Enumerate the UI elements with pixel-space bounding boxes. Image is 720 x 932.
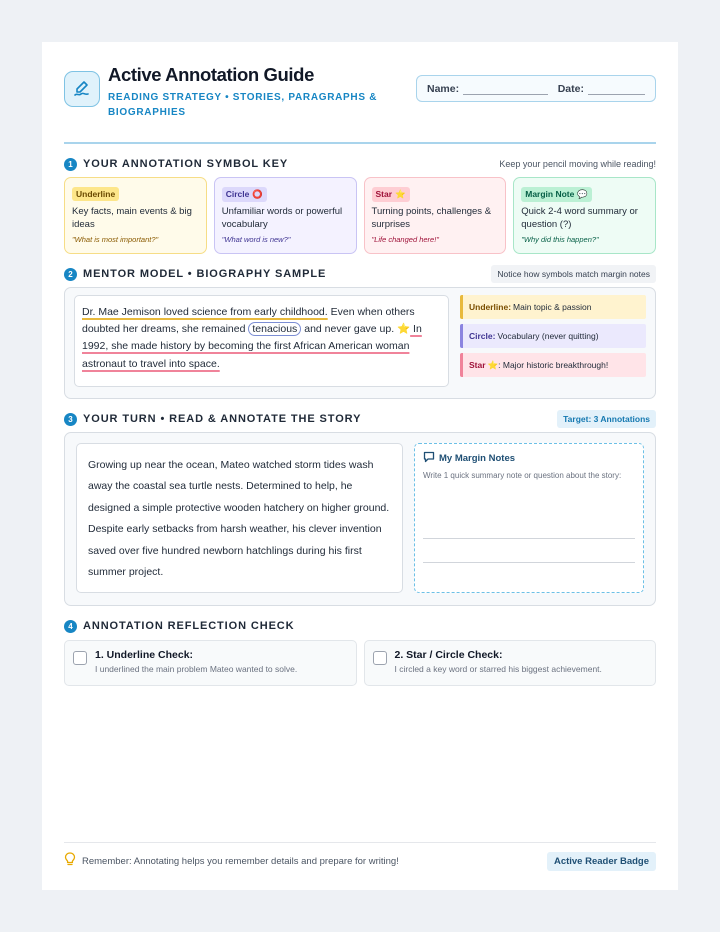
- name-date-box: [416, 75, 656, 102]
- your-turn-panel: [64, 432, 656, 606]
- section-title: ANNOTATION REFLECTION CHECK: [83, 620, 295, 632]
- check-title: 1. Underline Check:: [95, 649, 194, 661]
- worksheet-page: [42, 42, 678, 890]
- section-1-header: [64, 156, 656, 172]
- section-number: 4: [64, 620, 77, 633]
- writing-line[interactable]: [423, 538, 635, 539]
- margin-note-circle: Circle: Vocabulary (never quitting): [460, 324, 646, 348]
- star-icon: ⭐: [395, 188, 406, 199]
- card-description: Key facts, main events & big ideas: [72, 206, 192, 230]
- symbol-key-cards: [64, 177, 656, 254]
- section-number: 1: [64, 158, 77, 171]
- card-description: Unfamiliar words or powerful vocabulary: [221, 206, 343, 230]
- speech-bubble-icon: 💬: [577, 188, 588, 199]
- card-question: "Why did this happen?": [521, 235, 599, 244]
- underlined-sentence: Dr. Mae Jemison loved science from early childhood.: [82, 306, 328, 318]
- section-note: Notice how symbols match margin notes: [491, 265, 656, 283]
- section-3-header: [64, 411, 656, 427]
- speech-bubble-icon: [423, 451, 435, 466]
- section-title: YOUR ANNOTATION SYMBOL KEY: [83, 158, 289, 170]
- footer: [64, 842, 656, 872]
- card-description: Turning points, challenges & surprises: [371, 206, 492, 230]
- date-field[interactable]: [588, 83, 645, 95]
- card-question: "Life changed here!": [371, 235, 439, 244]
- header-divider: [64, 142, 656, 144]
- check-description: I circled a key word or starred his biggest achievement.: [394, 664, 602, 674]
- footer-reminder: Remember: Annotating helps you remember details and prepare for writing!: [82, 856, 399, 867]
- circle-icon: ⭕: [252, 188, 263, 199]
- title-block: [108, 64, 388, 120]
- card-description: Quick 2-4 word summary or question (?): [521, 206, 638, 230]
- circle-card: [214, 177, 357, 254]
- biography-sample-text: Dr. Mae Jemison loved science from early childhood. Even when others doubted her dreams, she remained tenacious and never gave up. ⭐ In 1992, she made history by becoming the first African American woman astronaut to travel into space.: [74, 295, 449, 387]
- circled-word: tenacious: [248, 322, 301, 336]
- star-icon: ⭐: [397, 323, 411, 336]
- name-field[interactable]: [463, 83, 548, 95]
- mentor-margin-notes: [460, 295, 646, 391]
- margin-note-tag: Margin Note 💬: [521, 187, 592, 202]
- star-tag: Star ⭐: [372, 187, 410, 202]
- star-circle-check-card: [364, 640, 657, 686]
- notes-title: My Margin Notes: [439, 453, 516, 464]
- star-card: [364, 177, 507, 254]
- story-passage[interactable]: Growing up near the ocean, Mateo watched storm tides wash away the coastal sea turtle nests. Determined to help, he designed a simple protective wooden hatchery on higher ground. Despite early setbacks from harsh weather, his clever invention saved over five hundred newborn hatchlings during his first summer project.: [76, 443, 403, 593]
- margin-notes-box[interactable]: [414, 443, 644, 593]
- target-badge: Target: 3 Annotations: [557, 410, 656, 428]
- check-title: 2. Star / Circle Check:: [394, 649, 503, 661]
- page-subtitle: READING STRATEGY • STORIES, PARAGRAPHS & BIOGRAPHIES: [108, 92, 378, 118]
- active-reader-badge: Active Reader Badge: [547, 852, 656, 871]
- writing-line[interactable]: [423, 562, 635, 563]
- margin-note-underline: Underline: Main topic & passion: [460, 295, 646, 319]
- underline-check-checkbox[interactable]: [73, 651, 87, 665]
- header: [64, 64, 656, 134]
- underline-check-card: [64, 640, 357, 686]
- pencil-scribble-icon: [64, 71, 100, 107]
- section-title: YOUR TURN • READ & ANNOTATE THE STORY: [83, 413, 362, 425]
- reflection-checks: [64, 640, 656, 686]
- notes-prompt: Write 1 quick summary note or question about the story:: [423, 471, 622, 480]
- margin-note-card: [513, 177, 656, 254]
- card-question: "What is most important?": [72, 235, 159, 244]
- star-circle-check-checkbox[interactable]: [373, 651, 387, 665]
- circle-tag: Circle ⭕: [222, 187, 267, 202]
- margin-note-star: Star ⭐ : Major historic breakthrough!: [460, 353, 646, 377]
- section-title: MENTOR MODEL • BIOGRAPHY SAMPLE: [83, 268, 327, 280]
- starred-sentence: In 1992, she made history by becoming the first African American woman astronaut to travel into space.: [82, 323, 422, 370]
- section-4-header: [64, 618, 656, 634]
- section-note: Keep your pencil moving while reading!: [499, 159, 656, 169]
- check-description: I underlined the main problem Mateo wanted to solve.: [95, 664, 298, 674]
- mentor-model-panel: [64, 287, 656, 399]
- name-label: Name:: [427, 82, 460, 95]
- card-question: "What word is new?": [221, 235, 291, 244]
- section-number: 3: [64, 413, 77, 426]
- underline-card: [64, 177, 207, 254]
- lightbulb-icon: [64, 852, 76, 871]
- date-label: Date:: [557, 82, 584, 95]
- page-title: Active Annotation Guide: [108, 64, 314, 85]
- section-2-header: [64, 266, 656, 282]
- star-icon: ⭐: [487, 359, 499, 370]
- underline-tag: Underline: [72, 187, 119, 201]
- section-number: 2: [64, 268, 77, 281]
- notes-header: [423, 451, 635, 466]
